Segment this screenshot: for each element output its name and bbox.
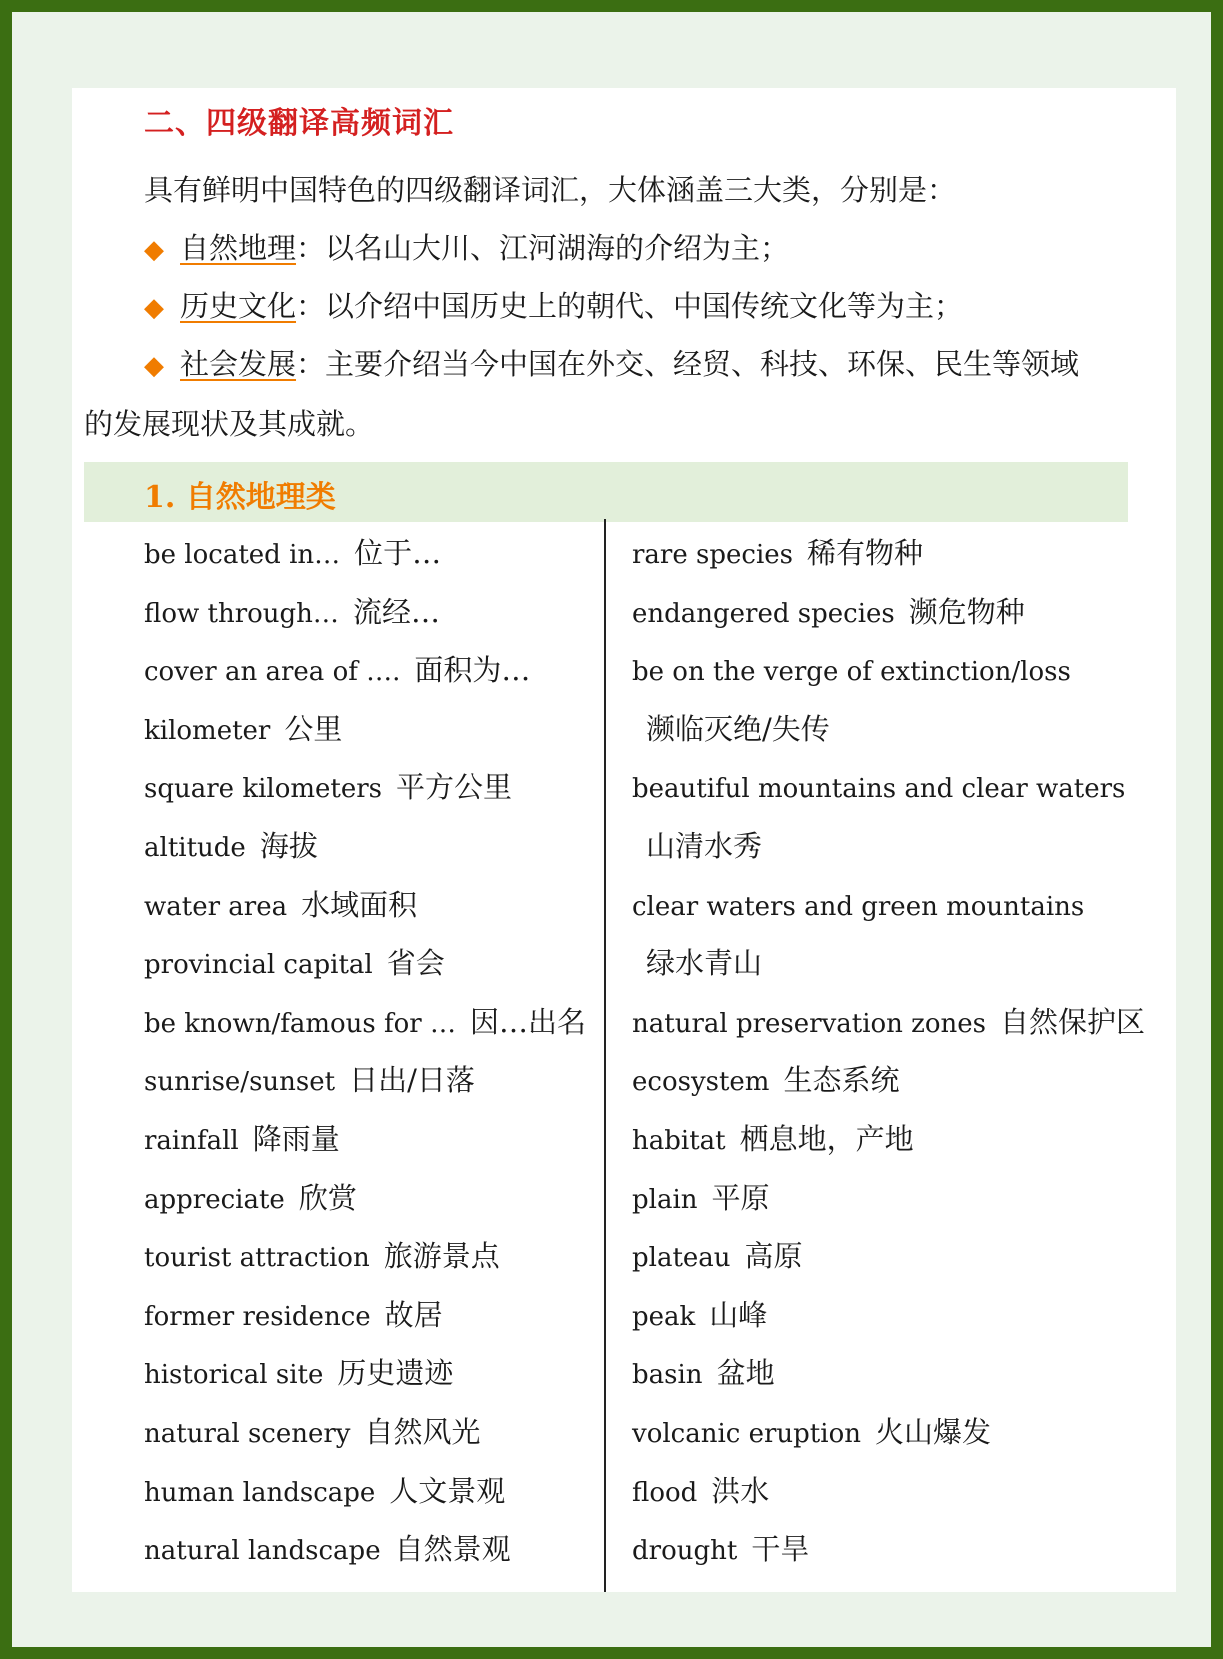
document-page bbox=[72, 88, 1176, 1592]
vocab-row bbox=[632, 1462, 1132, 1521]
vocab-chinese: 海拔 bbox=[259, 828, 318, 863]
vocab-chinese: 生态系统 bbox=[783, 1063, 900, 1098]
bullet-continuation: 的发展现状及其成就。 bbox=[84, 407, 375, 441]
vocab-english: provincial capital bbox=[144, 950, 373, 981]
vocab-row bbox=[144, 524, 599, 583]
bullet-item-history bbox=[144, 284, 963, 325]
bullet-term: 社会发展 bbox=[180, 347, 297, 381]
vocab-row bbox=[632, 817, 1132, 876]
vocab-row bbox=[632, 1344, 1132, 1403]
vocab-english: clear waters and green mountains bbox=[632, 891, 1085, 922]
vocab-chinese: 栖息地，产地 bbox=[739, 1121, 914, 1156]
vocab-chinese: 公里 bbox=[284, 711, 343, 746]
vocab-row bbox=[144, 934, 599, 993]
vocab-chinese: 水域面积 bbox=[301, 887, 418, 922]
vocab-row bbox=[632, 1110, 1132, 1169]
vocab-row bbox=[632, 1520, 1132, 1579]
vocab-chinese: 流经… bbox=[352, 594, 440, 629]
vocab-chinese: 人文景观 bbox=[389, 1473, 506, 1508]
vocab-row bbox=[144, 1462, 599, 1521]
section-title: 二、四级翻译高频词汇 bbox=[144, 106, 454, 141]
vocab-english: sunrise/sunset bbox=[144, 1067, 336, 1098]
vocab-row bbox=[632, 583, 1132, 642]
vocab-row bbox=[632, 758, 1132, 817]
vocab-row bbox=[144, 758, 599, 817]
vocab-english: basin bbox=[632, 1360, 703, 1391]
vocab-chinese: 历史遗迹 bbox=[337, 1356, 454, 1391]
bullet-term: 自然地理 bbox=[180, 231, 297, 265]
vocab-chinese: 故居 bbox=[384, 1297, 443, 1332]
vocab-english: be located in… bbox=[144, 540, 341, 570]
vocab-chinese: 濒危物种 bbox=[908, 594, 1025, 629]
vocab-english: cover an area of …. bbox=[144, 657, 401, 688]
vocab-row bbox=[632, 1286, 1132, 1345]
bullet-desc: ：以名山大川、江河湖海的介绍为主； bbox=[296, 231, 790, 265]
subsection-title: 1. 自然地理类 bbox=[144, 480, 336, 515]
vocab-english: former residence bbox=[144, 1301, 371, 1332]
vocab-chinese: 欣赏 bbox=[298, 1180, 357, 1215]
vocab-english: habitat bbox=[632, 1125, 726, 1156]
vocab-english: be known/famous for … bbox=[144, 1008, 456, 1039]
vocab-row bbox=[632, 1227, 1132, 1286]
vocab-english: appreciate bbox=[144, 1184, 285, 1215]
vocab-row bbox=[144, 1051, 599, 1110]
column-divider bbox=[604, 519, 606, 1592]
vocab-english: tourist attraction bbox=[144, 1243, 370, 1274]
vocab-row bbox=[144, 1403, 599, 1462]
vocab-chinese: 省会 bbox=[386, 946, 445, 981]
vocab-english: flow through… bbox=[144, 598, 339, 629]
vocab-row bbox=[144, 1227, 599, 1286]
diamond-bullet-icon: ◆ bbox=[144, 235, 164, 265]
bullet-desc: ：主要介绍当今中国在外交、经贸、科技、环保、民生等领域 bbox=[296, 347, 1080, 381]
subsection-header bbox=[84, 462, 1128, 522]
vocab-english: rare species bbox=[632, 540, 793, 570]
vocab-column-right bbox=[632, 524, 1146, 1579]
vocab-english: square kilometers bbox=[144, 774, 382, 805]
vocab-row bbox=[632, 641, 1132, 700]
vocab-column-left bbox=[144, 524, 599, 1579]
vocab-row bbox=[632, 1169, 1132, 1228]
vocab-english: volcanic eruption bbox=[632, 1418, 861, 1449]
vocab-chinese: 平原 bbox=[711, 1180, 770, 1215]
vocab-row bbox=[144, 1110, 599, 1169]
vocab-english: natural landscape bbox=[144, 1536, 381, 1567]
vocab-english: plateau bbox=[632, 1243, 731, 1274]
vocab-chinese: 位于… bbox=[354, 536, 442, 570]
vocab-chinese: 旅游景点 bbox=[383, 1239, 500, 1274]
vocab-row bbox=[144, 876, 599, 935]
vocab-english: water area bbox=[144, 891, 288, 922]
vocab-row bbox=[632, 1051, 1132, 1110]
vocab-chinese: 降雨量 bbox=[252, 1121, 340, 1156]
vocab-chinese: 平方公里 bbox=[396, 770, 513, 805]
diamond-bullet-icon: ◆ bbox=[144, 293, 164, 323]
vocab-english: historical site bbox=[144, 1360, 324, 1391]
vocab-english: natural scenery bbox=[144, 1418, 351, 1449]
vocab-row bbox=[632, 1403, 1132, 1462]
vocab-chinese: 日出/日落 bbox=[349, 1063, 475, 1098]
diamond-bullet-icon: ◆ bbox=[144, 351, 164, 381]
vocab-chinese: 稀有物种 bbox=[807, 536, 924, 570]
vocab-chinese: 山清水秀 bbox=[646, 828, 763, 863]
vocab-row bbox=[144, 1520, 599, 1579]
vocab-chinese: 山峰 bbox=[709, 1297, 768, 1332]
vocab-row bbox=[632, 700, 1132, 759]
vocab-english: beautiful mountains and clear waters bbox=[632, 774, 1126, 805]
vocab-chinese: 洪水 bbox=[711, 1473, 770, 1508]
vocab-row bbox=[632, 876, 1132, 935]
vocab-row bbox=[144, 700, 599, 759]
vocab-english: ecosystem bbox=[632, 1067, 770, 1098]
vocab-chinese: 面积为… bbox=[414, 653, 531, 688]
vocab-english: rainfall bbox=[144, 1125, 239, 1156]
vocab-row bbox=[144, 1169, 599, 1228]
vocab-chinese: 濒临灭绝/失传 bbox=[646, 711, 830, 746]
vocab-english: plain bbox=[632, 1184, 698, 1215]
vocab-row bbox=[632, 993, 1146, 1052]
vocab-english: natural preservation zones bbox=[632, 1008, 987, 1039]
bullet-term: 历史文化 bbox=[180, 289, 297, 323]
vocab-chinese: 自然风光 bbox=[364, 1414, 481, 1449]
vocab-chinese: 干旱 bbox=[751, 1532, 810, 1567]
vocab-english: kilometer bbox=[144, 715, 271, 746]
bullet-desc: ：以介绍中国历史上的朝代、中国传统文化等为主； bbox=[296, 289, 964, 323]
vocab-row bbox=[144, 641, 599, 700]
vocab-row bbox=[632, 524, 1132, 583]
vocab-row bbox=[144, 1286, 599, 1345]
intro-paragraph: 具有鲜明中国特色的四级翻译词汇，大体涵盖三大类，分别是： bbox=[144, 173, 957, 207]
vocab-english: human landscape bbox=[144, 1477, 376, 1508]
vocab-english: drought bbox=[632, 1536, 738, 1567]
vocab-row bbox=[144, 817, 599, 876]
vocab-chinese: 高原 bbox=[744, 1239, 803, 1274]
bullet-item-geography bbox=[144, 226, 789, 267]
vocab-chinese: 火山爆发 bbox=[874, 1414, 991, 1449]
vocab-english: be on the verge of extinction/loss bbox=[632, 657, 1071, 688]
vocab-chinese: 自然保护区 bbox=[1000, 1004, 1146, 1039]
vocab-chinese: 盆地 bbox=[716, 1356, 775, 1391]
vocab-chinese: 绿水青山 bbox=[646, 946, 763, 981]
vocab-chinese: 因…出名 bbox=[469, 1004, 586, 1039]
vocab-chinese: 自然景观 bbox=[394, 1532, 511, 1567]
vocab-english: altitude bbox=[144, 832, 246, 863]
vocab-row bbox=[632, 934, 1132, 993]
vocab-english: flood bbox=[632, 1477, 698, 1508]
vocab-english: endangered species bbox=[632, 598, 895, 629]
bullet-item-society bbox=[144, 342, 1079, 383]
vocab-row bbox=[144, 583, 599, 642]
vocab-row bbox=[144, 1344, 599, 1403]
vocab-row bbox=[144, 993, 599, 1052]
vocab-english: peak bbox=[632, 1301, 696, 1332]
